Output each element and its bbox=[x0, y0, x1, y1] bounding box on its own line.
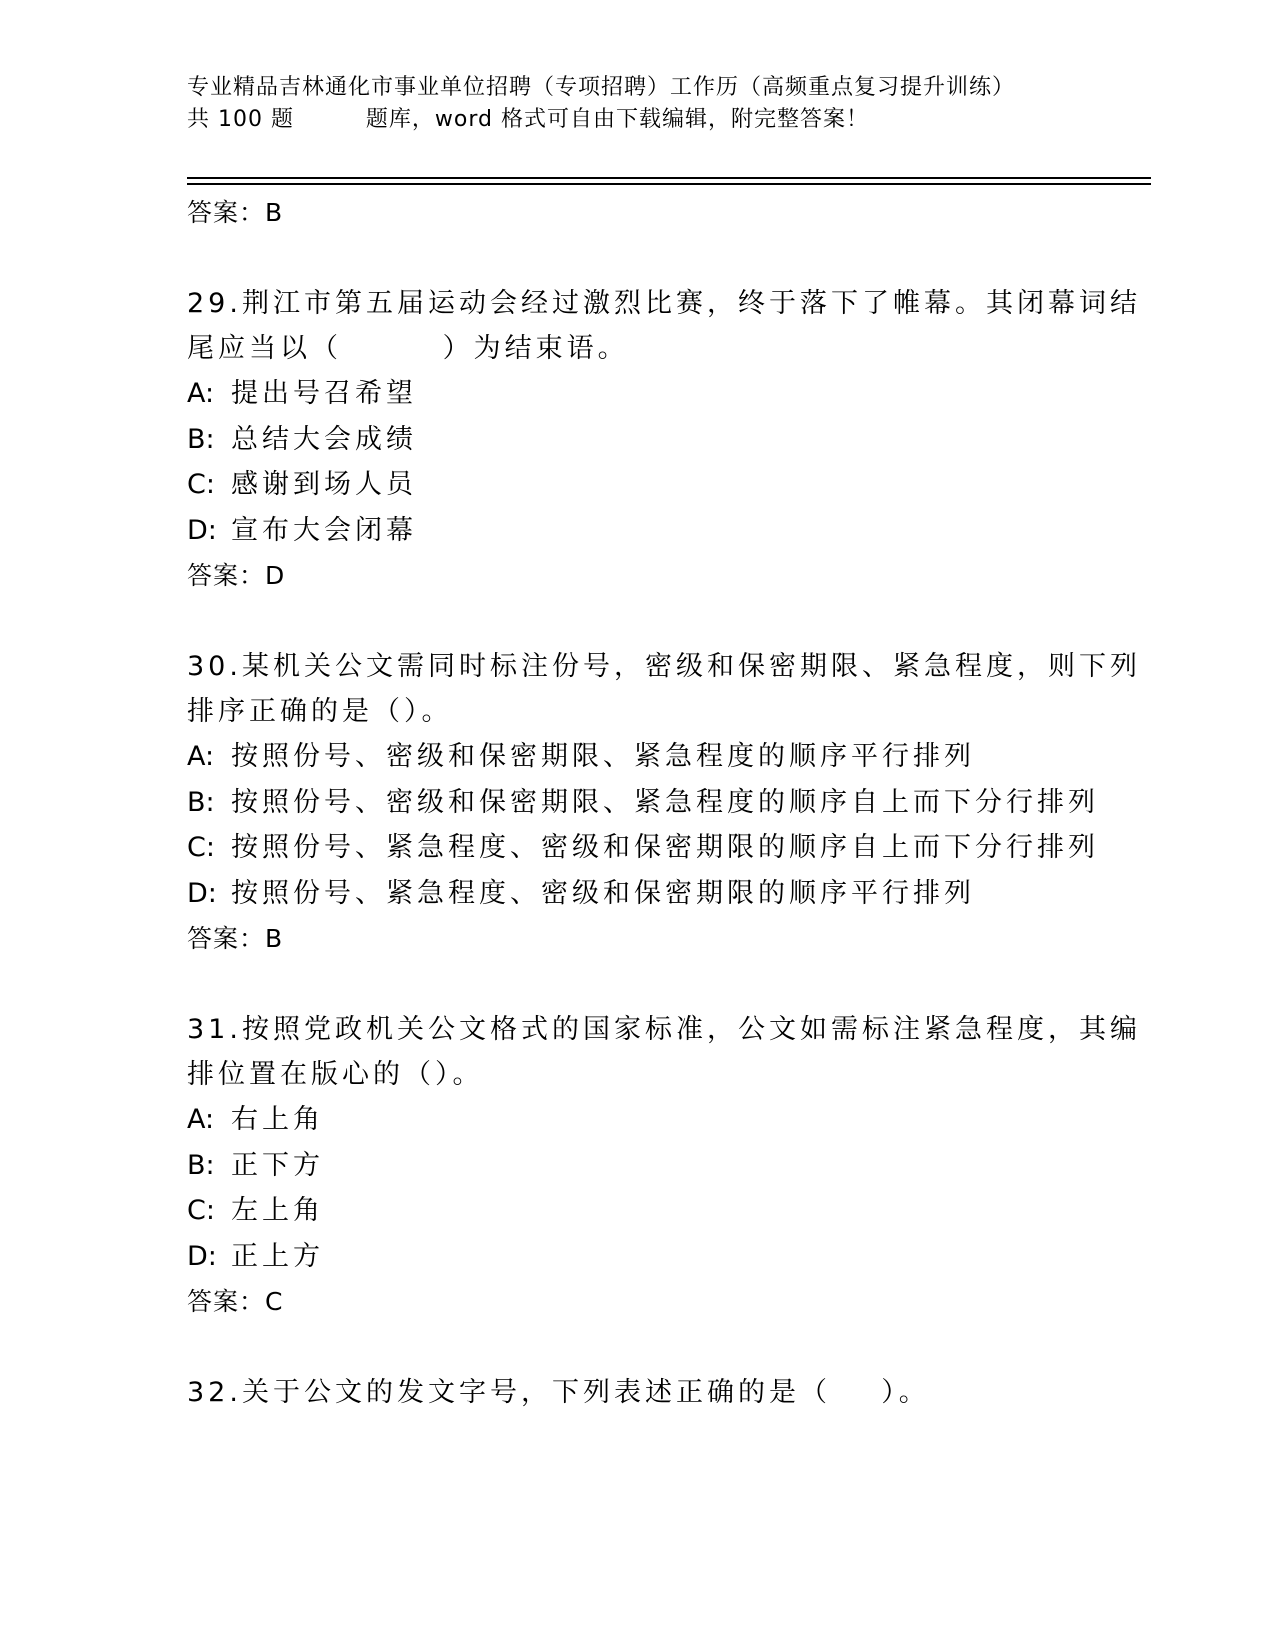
option-key: C: bbox=[187, 1195, 215, 1226]
option-a bbox=[187, 734, 1087, 780]
option-key: D: bbox=[187, 514, 217, 546]
question-text-line: 尾应当以（ ）为结束语。 bbox=[187, 333, 629, 364]
option-c bbox=[187, 462, 1087, 508]
header-divider-top bbox=[187, 177, 1151, 179]
option-key: A: bbox=[187, 1104, 215, 1135]
option-key: B: bbox=[187, 1149, 215, 1181]
option-key: C: bbox=[187, 469, 215, 500]
option-key: A: bbox=[187, 378, 215, 409]
option-text: 按照份号、密级和保密期限、紧急程度的顺序平行排列 bbox=[231, 741, 975, 772]
option-text: 正上方 bbox=[231, 1240, 324, 1272]
option-key: C: bbox=[187, 832, 215, 863]
question-text-line: 30.某机关公文需同时标注份号，密级和保密期限、紧急程度，则下列 bbox=[187, 651, 1141, 682]
option-c bbox=[187, 825, 1099, 871]
question-31 bbox=[187, 1007, 1141, 1325]
option-text: 左上角 bbox=[231, 1195, 324, 1226]
option-d bbox=[187, 871, 1087, 917]
option-b bbox=[187, 780, 1099, 826]
option-text: 按照份号、密级和保密期限、紧急程度的顺序自上而下分行排列 bbox=[231, 786, 1099, 818]
header-divider-bottom bbox=[187, 183, 1151, 185]
question-32 bbox=[187, 1370, 1087, 1415]
option-a bbox=[187, 371, 1087, 417]
option-key: A: bbox=[187, 741, 215, 772]
question-text-line: 32.关于公文的发文字号，下列表述正确的是（ ）。 bbox=[187, 1377, 930, 1408]
option-text: 按照份号、紧急程度、密级和保密期限的顺序自上而下分行排列 bbox=[231, 832, 1099, 863]
option-text: 按照份号、紧急程度、密级和保密期限的顺序平行排列 bbox=[231, 877, 975, 909]
header-line-1: 专业精品吉林通化市事业单位招聘（专项招聘）工作历（高频重点复习提升训练） bbox=[187, 75, 1016, 100]
option-d bbox=[187, 508, 1087, 554]
option-b bbox=[187, 417, 1087, 463]
page-header bbox=[187, 72, 1087, 136]
answer: 答案：C bbox=[187, 1287, 284, 1316]
question-text-line: 排序正确的是（）。 bbox=[187, 696, 453, 727]
option-text: 宣布大会闭幕 bbox=[231, 514, 417, 546]
question-text-line: 29.荆江市第五届运动会经过激烈比赛，终于落下了帷幕。其闭幕词结 bbox=[187, 288, 1141, 319]
option-key: D: bbox=[187, 877, 217, 909]
question-text-line: 31.按照党政机关公文格式的国家标准，公文如需标注紧急程度，其编 bbox=[187, 1014, 1141, 1045]
option-text: 感谢到场人员 bbox=[231, 469, 417, 500]
answer: 答案：B bbox=[187, 924, 284, 953]
option-text: 右上角 bbox=[231, 1104, 324, 1135]
option-b bbox=[187, 1143, 1087, 1189]
option-a bbox=[187, 1097, 1087, 1143]
option-key: D: bbox=[187, 1240, 217, 1272]
header-line-2: 共 100 题 题库，word 格式可自由下载编辑，附完整答案！ bbox=[187, 107, 869, 132]
option-c bbox=[187, 1188, 1087, 1234]
option-text: 正下方 bbox=[231, 1149, 324, 1181]
option-d bbox=[187, 1234, 1087, 1280]
question-30 bbox=[187, 644, 1141, 962]
answer-prev: 答案：B bbox=[187, 198, 284, 227]
question-29 bbox=[187, 281, 1141, 599]
answer: 答案：D bbox=[187, 561, 286, 590]
option-key: B: bbox=[187, 786, 215, 818]
option-key: B: bbox=[187, 423, 215, 455]
option-text: 总结大会成绩 bbox=[231, 423, 417, 455]
question-list bbox=[187, 190, 1141, 1415]
question-text-line: 排位置在版心的（）。 bbox=[187, 1059, 484, 1090]
option-text: 提出号召希望 bbox=[231, 378, 417, 409]
